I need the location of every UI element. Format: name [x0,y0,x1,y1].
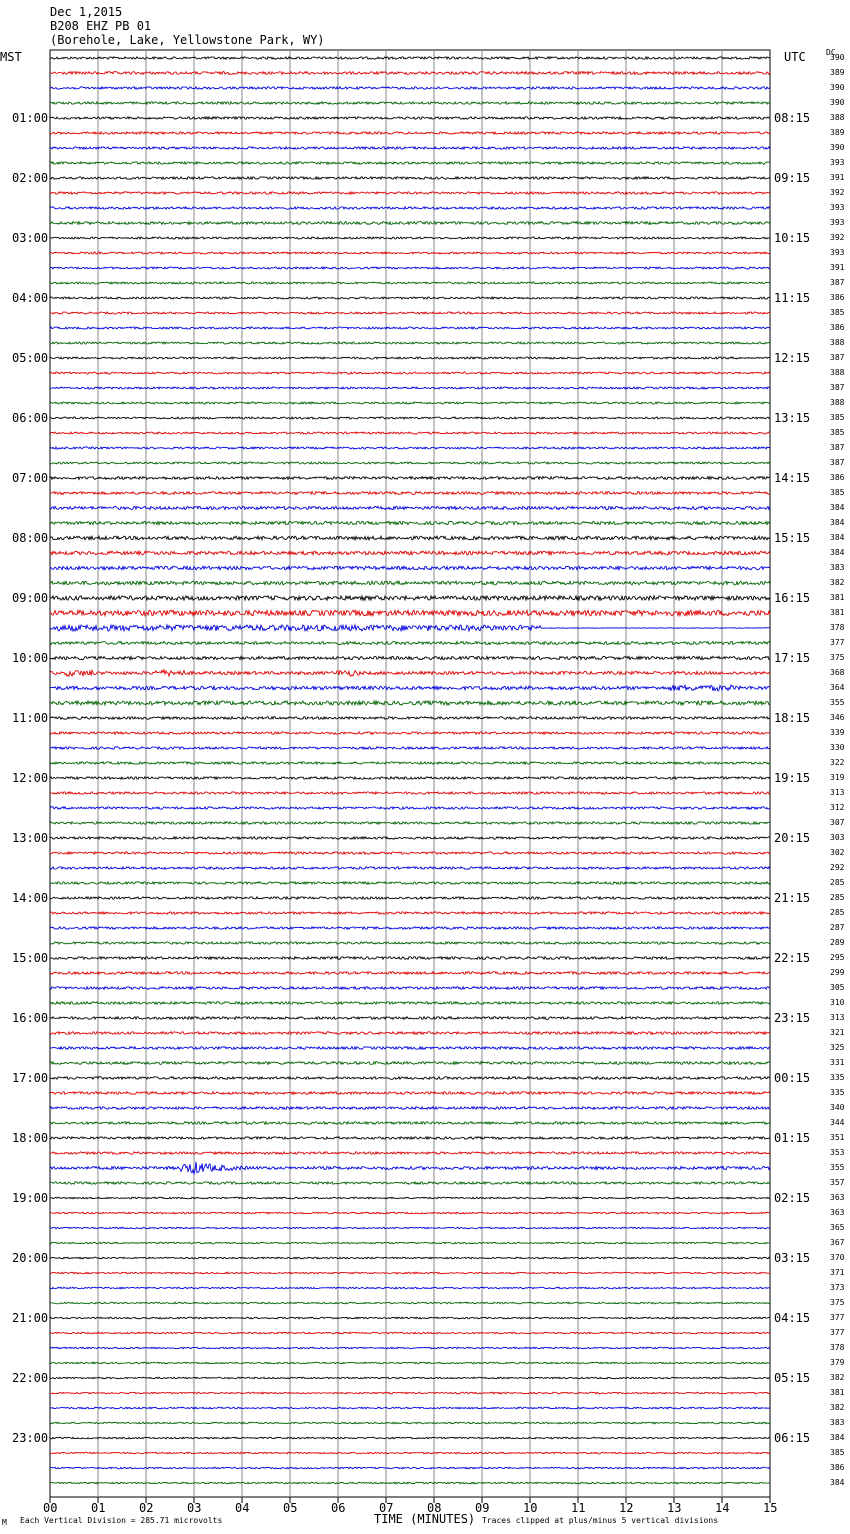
right-hour-label: 04:15 [774,1311,811,1325]
trace-line [50,1137,770,1139]
left-hour-label: 10:00 [12,651,49,665]
dc-offset-label: 385 [830,428,845,437]
right-hour-label: 00:15 [774,1071,811,1085]
trace-line [50,747,770,749]
trace-line [50,717,770,720]
dc-offset-label: 390 [830,98,845,107]
x-tick-label: 00 [43,1501,58,1515]
trace-line [50,372,770,374]
trace-line [50,762,770,764]
dc-offset-label: 346 [830,713,845,722]
trace-line [50,312,770,314]
dc-offset-label: 393 [830,158,845,167]
dc-offset-label: 384 [830,518,845,527]
trace-line [50,162,770,164]
dc-offset-label: 355 [830,1163,845,1172]
trace-line [50,402,770,404]
dc-offset-label: 375 [830,653,845,662]
trace-line [50,897,770,899]
dc-offset-label: 285 [830,908,845,917]
trace-line [50,1332,770,1334]
dc-offset-label: 325 [830,1043,845,1052]
dc-offset-label: 393 [830,203,845,212]
dc-offset-label: 390 [830,53,845,62]
trace-line [50,777,770,779]
right-hour-label: 22:15 [774,951,811,965]
trace-line [50,1047,770,1050]
x-tick-label: 09 [475,1501,490,1515]
dc-offset-label: 287 [830,923,845,932]
dc-offset-label: 379 [830,1358,845,1367]
x-tick-label: 11 [571,1501,586,1515]
clip-note: Traces clipped at plus/minus 5 vertical divisions [482,1516,719,1525]
trace-line [50,222,770,225]
right-hour-label: 12:15 [774,351,811,365]
minute-grid [50,50,770,1497]
dc-offset-label: 384 [830,1433,845,1442]
trace-line [50,1152,770,1154]
trace-line [50,1347,770,1349]
dc-offset-label: 385 [830,413,845,422]
dc-offset-label: 389 [830,128,845,137]
dc-offset-label: 319 [830,773,845,782]
trace-line [50,387,770,389]
dc-offset-label: 389 [830,68,845,77]
dc-offset-label: 384 [830,548,845,557]
dc-offset-label: 378 [830,623,845,632]
trace-line [50,837,770,839]
trace-line [50,252,770,254]
dc-offset-label: 386 [830,293,845,302]
dc-offset-label: 378 [830,1343,845,1352]
dc-offset-label: 313 [830,1013,845,1022]
trace-line [50,1437,770,1439]
left-hour-label: 11:00 [12,711,49,725]
dc-offset-label: 383 [830,563,845,572]
left-hour-label: 20:00 [12,1251,49,1265]
dc-offset-label: 377 [830,1313,845,1322]
left-hour-label: 02:00 [12,171,49,185]
dc-offset-label: 386 [830,1463,845,1472]
dc-offset-label: 367 [830,1238,845,1247]
dc-offset-label: 303 [830,833,845,842]
dc-offset-label: 307 [830,818,845,827]
trace-line [50,117,770,119]
dc-offset-label: 393 [830,218,845,227]
right-hour-label: 11:15 [774,291,811,305]
right-hour-label: 17:15 [774,651,811,665]
x-tick-label: 04 [235,1501,250,1515]
trace-line [50,1422,770,1424]
trace-line [50,642,770,645]
trace-line [50,477,770,480]
x-tick-label: 03 [187,1501,202,1515]
trace-line [50,1257,770,1259]
left-hour-label: 21:00 [12,1311,49,1325]
trace-line [50,1242,770,1244]
trace-line [50,867,770,869]
trace-line [50,132,770,134]
right-hour-label: 21:15 [774,891,811,905]
trace-line [50,432,770,434]
trace-line [50,882,770,884]
trace-line [50,1212,770,1214]
trace-line [50,656,770,659]
dc-offset-label: 386 [830,323,845,332]
trace-line [50,192,770,194]
trace-line [50,506,770,509]
x-tick-label: 12 [619,1501,634,1515]
trace-line [50,462,770,464]
dc-offset-label: 339 [830,728,845,737]
trace-line [50,521,770,524]
dc-offset-label: 392 [830,233,845,242]
left-hour-label: 05:00 [12,351,49,365]
trace-line [50,732,770,734]
left-hour-label: 22:00 [12,1371,49,1385]
dc-offset-label: 387 [830,353,845,362]
corner-mark: M [2,1518,7,1527]
dc-offset-label: 377 [830,638,845,647]
dc-offset-label: 313 [830,788,845,797]
trace-line [50,342,770,344]
left-hour-label: 17:00 [12,1071,49,1085]
trace-line [50,1062,770,1065]
dc-offset-label: 370 [830,1253,845,1262]
trace-line [50,625,770,631]
trace-line [50,701,770,705]
trace-line [50,972,770,975]
dc-offset-label: 393 [830,248,845,257]
right-hour-label: 02:15 [774,1191,811,1205]
trace-line [50,957,770,960]
trace-line [50,1002,770,1005]
dc-offset-label: 381 [830,608,845,617]
dc-offset-label: 373 [830,1283,845,1292]
dc-header-label: DC [826,48,836,57]
right-hour-label: 23:15 [774,1011,811,1025]
trace-line [50,1077,770,1080]
dc-offset-label: 383 [830,1418,845,1427]
station-code: B208 EHZ PB 01 [50,19,152,33]
trace-line [50,87,770,89]
dc-offset-label: 368 [830,668,845,677]
left-hour-label: 03:00 [12,231,49,245]
trace-line [50,1482,770,1484]
dc-offset-label: 351 [830,1133,845,1142]
trace-line [50,327,770,329]
trace-line [50,536,770,540]
trace-line [50,1017,770,1020]
trace-line [50,942,770,944]
trace-line [50,807,770,809]
trace-line [50,1407,770,1409]
trace-line [50,237,770,239]
dc-offset-label: 321 [830,1028,845,1037]
trace-line [50,927,770,929]
dc-offset-label: 377 [830,1328,845,1337]
dc-offset-label: 384 [830,1478,845,1487]
x-tick-label: 14 [715,1501,730,1515]
trace-line [50,282,770,284]
left-hour-label: 08:00 [12,531,49,545]
left-hour-label: 06:00 [12,411,49,425]
trace-line [50,610,770,616]
trace-line [50,267,770,269]
right-hour-label: 18:15 [774,711,811,725]
left-hour-label: 18:00 [12,1131,49,1145]
trace-line [50,1182,770,1184]
right-hour-label: 01:15 [774,1131,811,1145]
trace-line [50,670,770,676]
dc-offset-label: 387 [830,443,845,452]
dc-offset-label: 390 [830,83,845,92]
right-timezone-label: UTC [784,50,806,64]
dc-offset-label: 285 [830,893,845,902]
dc-offset-label: 365 [830,1223,845,1232]
seismic-traces [50,57,770,1484]
time-axis [50,1497,770,1503]
dc-offset-label: 335 [830,1088,845,1097]
trace-line [50,1092,770,1095]
trace-line [50,1122,770,1125]
trace-line [50,357,770,359]
dc-offset-label: 375 [830,1298,845,1307]
left-hour-label: 23:00 [12,1431,49,1445]
dc-offset-label: 289 [830,938,845,947]
dc-offset-label: 344 [830,1118,845,1127]
right-hour-label: 20:15 [774,831,811,845]
left-hour-label: 04:00 [12,291,49,305]
dc-offset-label: 355 [830,698,845,707]
left-timezone-label: MST [0,50,22,64]
dc-offset-label: 357 [830,1178,845,1187]
trace-line [50,596,770,600]
left-hour-label: 19:00 [12,1191,49,1205]
trace-line [50,1032,770,1035]
dc-offset-label: 292 [830,863,845,872]
trace-line [50,102,770,104]
trace-line [50,297,770,299]
dc-offset-label: 385 [830,488,845,497]
dc-offset-label: 385 [830,308,845,317]
dc-offset-label: 381 [830,593,845,602]
trace-line [50,1452,770,1454]
trace-line [50,551,770,555]
x-tick-label: 08 [427,1501,442,1515]
dc-offset-label: 387 [830,458,845,467]
left-hour-label: 09:00 [12,591,49,605]
x-tick-label: 01 [91,1501,106,1515]
dc-offset-label: 384 [830,533,845,542]
dc-offset-label: 388 [830,368,845,377]
trace-line [50,492,770,495]
dc-offset-label: 299 [830,968,845,977]
dc-offset-label: 285 [830,878,845,887]
dc-offset-label: 305 [830,983,845,992]
dc-offset-label: 382 [830,1373,845,1382]
dc-offset-label: 390 [830,143,845,152]
trace-line [50,1392,770,1394]
dc-offset-label: 385 [830,1448,845,1457]
trace-line [50,1162,770,1174]
station-location: (Borehole, Lake, Yellowstone Park, WY) [50,33,325,47]
left-hour-label: 12:00 [12,771,49,785]
dc-offset-label: 310 [830,998,845,1007]
trace-line [50,1377,770,1379]
x-tick-label: 13 [667,1501,682,1515]
dc-offset-label: 340 [830,1103,845,1112]
dc-offset-label: 330 [830,743,845,752]
right-hour-label: 14:15 [774,471,811,485]
x-tick-label: 05 [283,1501,298,1515]
plot-date: Dec 1,2015 [50,5,123,19]
right-hour-label: 03:15 [774,1251,811,1265]
right-hour-label: 05:15 [774,1371,811,1385]
dc-offset-label: 387 [830,383,845,392]
trace-line [50,987,770,990]
dc-offset-label: 295 [830,953,845,962]
dc-offset-label: 391 [830,173,845,182]
right-hour-label: 09:15 [774,171,811,185]
left-hour-label: 15:00 [12,951,49,965]
trace-line [50,1317,770,1319]
left-hour-label: 14:00 [12,891,49,905]
dc-offset-label: 388 [830,398,845,407]
left-hour-label: 01:00 [12,111,49,125]
trace-line [50,685,770,691]
dc-offset-label: 392 [830,188,845,197]
dc-offset-label: 386 [830,473,845,482]
trace-line [50,822,770,824]
trace-line [50,207,770,209]
dc-offset-label: 384 [830,503,845,512]
vertical-scale-note: Each Vertical Division = 285.71 microvolts [20,1516,223,1525]
trace-line [50,72,770,75]
dc-offset-label: 388 [830,338,845,347]
right-hour-label: 15:15 [774,531,811,545]
left-hour-label: 07:00 [12,471,49,485]
trace-line [50,447,770,449]
trace-line [50,566,770,570]
dc-offset-label: 382 [830,578,845,587]
dc-offset-label: 331 [830,1058,845,1067]
left-hour-label: 16:00 [12,1011,49,1025]
trace-line [50,1107,770,1110]
trace-line [50,1467,770,1469]
trace-line [50,1287,770,1289]
dc-offset-label: 371 [830,1268,845,1277]
right-hour-label: 10:15 [774,231,811,245]
left-hour-label: 13:00 [12,831,49,845]
x-tick-label: 15 [763,1501,778,1515]
dc-offset-label: 364 [830,683,845,692]
right-hour-label: 19:15 [774,771,811,785]
trace-line [50,147,770,149]
dc-offset-label: 391 [830,263,845,272]
x-tick-label: 06 [331,1501,346,1515]
trace-line [50,177,770,179]
dc-offset-label: 322 [830,758,845,767]
right-hour-label: 13:15 [774,411,811,425]
dc-offset-label: 381 [830,1388,845,1397]
trace-line [50,581,770,585]
x-axis-label: TIME (MINUTES) [374,1512,476,1526]
trace-line [50,792,770,794]
trace-line [50,1272,770,1274]
trace-line [50,852,770,854]
plot-frame [50,50,770,1497]
dc-offset-label: 302 [830,848,845,857]
trace-line [50,57,770,59]
right-hour-label: 08:15 [774,111,811,125]
x-tick-label: 02 [139,1501,154,1515]
x-tick-label: 10 [523,1501,538,1515]
dc-offset-label: 335 [830,1073,845,1082]
dc-offset-label: 388 [830,113,845,122]
dc-offset-label: 363 [830,1193,845,1202]
dc-offset-label: 312 [830,803,845,812]
dc-offset-label: 363 [830,1208,845,1217]
dc-offset-label: 353 [830,1148,845,1157]
trace-line [50,1227,770,1229]
trace-line [50,1362,770,1364]
dc-offset-label: 382 [830,1403,845,1412]
trace-line [50,912,770,914]
x-tick-label: 07 [379,1501,394,1515]
trace-line [50,1302,770,1304]
trace-line [50,417,770,419]
dc-offset-label: 387 [830,278,845,287]
right-hour-label: 06:15 [774,1431,811,1445]
right-hour-label: 16:15 [774,591,811,605]
trace-line [50,1197,770,1199]
